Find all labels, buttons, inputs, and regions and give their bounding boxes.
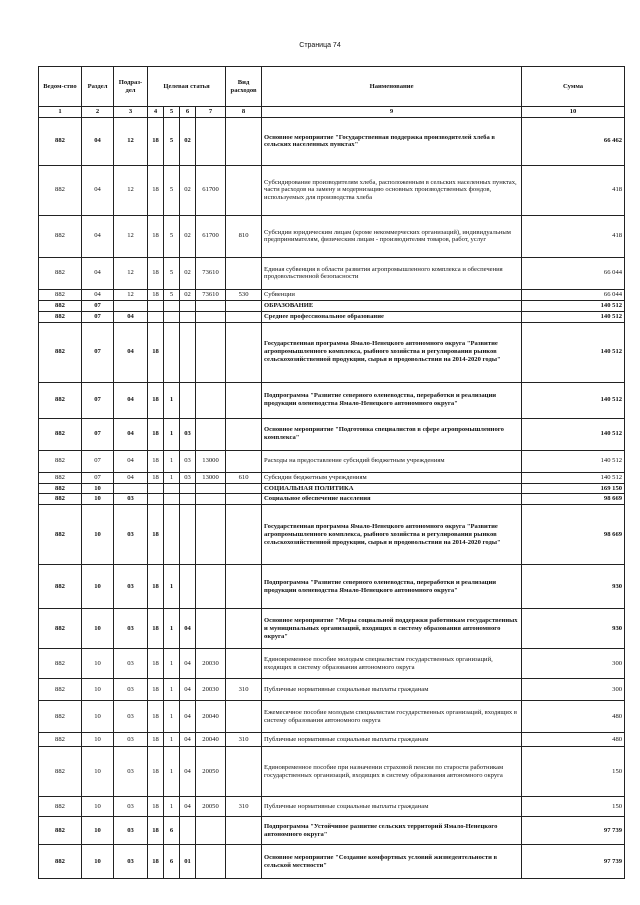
cell-direction — [196, 845, 226, 879]
cell-vid-raskhodov — [226, 565, 262, 609]
cell-razdel: 10 — [82, 494, 114, 505]
cell-summa: 66 044 — [522, 289, 625, 300]
table-row — [39, 747, 625, 797]
cell-vid-raskhodov — [226, 747, 262, 797]
cell-direction: 73610 — [196, 289, 226, 300]
cell-direction: 20030 — [196, 649, 226, 679]
cell-razdel: 04 — [82, 257, 114, 289]
cell-program: 18 — [148, 701, 164, 733]
cell-naimenovanie: Подпрограмма "Развитие северного оленеводства, переработки и реализации продукции оленеводства Ямало-Ненецкого автономного округа" — [262, 565, 522, 609]
cell-vid-raskhodov: 810 — [226, 215, 262, 257]
cell-program: 18 — [148, 817, 164, 845]
cell-podrazdel: 12 — [114, 289, 148, 300]
cell-naimenovanie: Подпрограмма "Устойчивое развитие сельских территорий Ямало-Ненецкого автономного округа" — [262, 817, 522, 845]
cell-vedomstvo: 882 — [39, 382, 82, 418]
cell-vid-raskhodov: 610 — [226, 472, 262, 483]
cell-podrazdel: 03 — [114, 649, 148, 679]
cell-subprogram: 5 — [164, 289, 180, 300]
cell-program: 18 — [148, 215, 164, 257]
table-row — [39, 300, 625, 311]
cell-vid-raskhodov: 310 — [226, 679, 262, 701]
cell-summa: 150 — [522, 797, 625, 817]
cell-summa: 930 — [522, 609, 625, 649]
cell-event — [180, 494, 196, 505]
cell-subprogram — [164, 483, 180, 494]
cell-event: 01 — [180, 845, 196, 879]
cell-vedomstvo: 882 — [39, 450, 82, 472]
cell-vid-raskhodov — [226, 505, 262, 565]
cell-summa: 66 044 — [522, 257, 625, 289]
cell-direction — [196, 311, 226, 322]
cell-razdel: 10 — [82, 565, 114, 609]
cell-event — [180, 565, 196, 609]
column-number: 6 — [180, 107, 196, 118]
cell-naimenovanie: ОБРАЗОВАНИЕ — [262, 300, 522, 311]
cell-podrazdel — [114, 300, 148, 311]
cell-naimenovanie: Субвенции — [262, 289, 522, 300]
cell-razdel: 07 — [82, 382, 114, 418]
cell-summa: 66 462 — [522, 117, 625, 165]
cell-direction — [196, 505, 226, 565]
table-row — [39, 797, 625, 817]
cell-razdel: 10 — [82, 845, 114, 879]
cell-summa: 140 512 — [522, 322, 625, 382]
column-number: 5 — [164, 107, 180, 118]
cell-subprogram — [164, 505, 180, 565]
cell-vedomstvo: 882 — [39, 300, 82, 311]
cell-subprogram: 1 — [164, 565, 180, 609]
cell-vid-raskhodov — [226, 322, 262, 382]
cell-podrazdel: 03 — [114, 845, 148, 879]
cell-vid-raskhodov — [226, 418, 262, 450]
cell-vid-raskhodov — [226, 117, 262, 165]
column-number: 9 — [262, 107, 522, 118]
cell-vedomstvo: 882 — [39, 649, 82, 679]
cell-podrazdel: 03 — [114, 701, 148, 733]
cell-podrazdel: 03 — [114, 817, 148, 845]
cell-event — [180, 817, 196, 845]
page-label: Страница 74 — [299, 42, 341, 49]
table-row — [39, 845, 625, 879]
cell-vid-raskhodov — [226, 311, 262, 322]
cell-razdel: 04 — [82, 289, 114, 300]
cell-vedomstvo: 882 — [39, 679, 82, 701]
cell-podrazdel: 03 — [114, 505, 148, 565]
cell-program: 18 — [148, 165, 164, 215]
cell-subprogram — [164, 311, 180, 322]
cell-podrazdel: 03 — [114, 797, 148, 817]
cell-razdel: 10 — [82, 609, 114, 649]
cell-subprogram — [164, 300, 180, 311]
cell-program — [148, 300, 164, 311]
cell-razdel: 07 — [82, 418, 114, 450]
cell-vid-raskhodov — [226, 609, 262, 649]
cell-direction: 13000 — [196, 472, 226, 483]
table-body — [39, 117, 625, 878]
cell-vid-raskhodov — [226, 165, 262, 215]
cell-naimenovanie: Государственная программа Ямало-Ненецкого автономного округа "Развитие агропромышленного комплекса, рыбного хозяйства и регулирования рынков сельскохозяйственной продукции, сырья и продовольствия на 2014-2020 годы" — [262, 322, 522, 382]
cell-summa: 140 512 — [522, 382, 625, 418]
cell-podrazdel: 03 — [114, 747, 148, 797]
table-row — [39, 257, 625, 289]
cell-naimenovanie: Основное мероприятие "Меры социальной поддержки работникам государственных и муниципальных организаций, входящих в систему образования автономного округа" — [262, 609, 522, 649]
cell-vid-raskhodov: 310 — [226, 733, 262, 747]
cell-naimenovanie: Единая субвенция в области развития агропромышленного комплекса и обеспечения продовольственной безопасности — [262, 257, 522, 289]
cell-summa: 480 — [522, 701, 625, 733]
cell-summa: 300 — [522, 649, 625, 679]
cell-podrazdel: 04 — [114, 418, 148, 450]
cell-vid-raskhodov — [226, 845, 262, 879]
cell-naimenovanie: Основное мероприятие "Государственная поддержка производителей хлеба в сельских населенных пунктах" — [262, 117, 522, 165]
cell-subprogram: 5 — [164, 117, 180, 165]
cell-program: 18 — [148, 747, 164, 797]
table-row — [39, 322, 625, 382]
cell-razdel: 10 — [82, 505, 114, 565]
cell-vid-raskhodov — [226, 450, 262, 472]
cell-vedomstvo: 882 — [39, 505, 82, 565]
cell-razdel: 10 — [82, 797, 114, 817]
cell-razdel: 04 — [82, 215, 114, 257]
cell-podrazdel: 04 — [114, 450, 148, 472]
table-row — [39, 483, 625, 494]
cell-subprogram: 5 — [164, 215, 180, 257]
cell-summa: 150 — [522, 747, 625, 797]
cell-vedomstvo: 882 — [39, 733, 82, 747]
cell-razdel: 10 — [82, 701, 114, 733]
cell-vedomstvo: 882 — [39, 565, 82, 609]
cell-podrazdel: 12 — [114, 165, 148, 215]
cell-vedomstvo: 882 — [39, 817, 82, 845]
table-row — [39, 117, 625, 165]
cell-event — [180, 382, 196, 418]
cell-razdel: 07 — [82, 322, 114, 382]
cell-direction — [196, 382, 226, 418]
cell-program: 18 — [148, 418, 164, 450]
table-row — [39, 565, 625, 609]
cell-vedomstvo: 882 — [39, 483, 82, 494]
cell-razdel: 10 — [82, 747, 114, 797]
cell-event — [180, 483, 196, 494]
cell-naimenovanie: Подпрограмма "Развитие северного оленеводства, переработки и реализации продукции оленеводства Ямало-Ненецкого автономного округа" — [262, 382, 522, 418]
column-number-row — [39, 107, 625, 118]
cell-naimenovanie: Основное мероприятие "Подготовка специалистов в сфере агропромышленного комплекса" — [262, 418, 522, 450]
cell-direction — [196, 817, 226, 845]
cell-summa: 140 512 — [522, 300, 625, 311]
cell-vedomstvo: 882 — [39, 494, 82, 505]
cell-direction — [196, 300, 226, 311]
cell-program: 18 — [148, 289, 164, 300]
table-row — [39, 701, 625, 733]
table-row — [39, 817, 625, 845]
cell-naimenovanie: Ежемесячное пособие молодым специалистам государственных организаций, входящих в систему образования автономного округа — [262, 701, 522, 733]
cell-summa: 300 — [522, 679, 625, 701]
cell-program — [148, 311, 164, 322]
column-number: 8 — [226, 107, 262, 118]
cell-event: 02 — [180, 117, 196, 165]
cell-event — [180, 505, 196, 565]
cell-direction: 73610 — [196, 257, 226, 289]
cell-program: 18 — [148, 565, 164, 609]
column-number: 10 — [522, 107, 625, 118]
cell-event: 04 — [180, 649, 196, 679]
cell-razdel: 07 — [82, 300, 114, 311]
column-number: 3 — [114, 107, 148, 118]
cell-event: 02 — [180, 257, 196, 289]
cell-direction — [196, 494, 226, 505]
cell-naimenovanie: Публичные нормативные социальные выплаты гражданам — [262, 679, 522, 701]
cell-subprogram — [164, 322, 180, 382]
cell-naimenovanie: СОЦИАЛЬНАЯ ПОЛИТИКА — [262, 483, 522, 494]
cell-naimenovanie: Публичные нормативные социальные выплаты гражданам — [262, 733, 522, 747]
cell-vid-raskhodov — [226, 817, 262, 845]
cell-subprogram: 5 — [164, 257, 180, 289]
cell-vedomstvo: 882 — [39, 117, 82, 165]
table-row — [39, 649, 625, 679]
cell-event — [180, 300, 196, 311]
cell-naimenovanie: Публичные нормативные социальные выплаты гражданам — [262, 797, 522, 817]
cell-direction: 13000 — [196, 450, 226, 472]
cell-podrazdel: 12 — [114, 257, 148, 289]
cell-subprogram: 5 — [164, 165, 180, 215]
cell-direction: 20050 — [196, 797, 226, 817]
cell-subprogram: 1 — [164, 382, 180, 418]
table-row — [39, 733, 625, 747]
cell-naimenovanie: Государственная программа Ямало-Ненецкого автономного округа "Развитие агропромышленного комплекса, рыбного хозяйства и регулирования рынков сельскохозяйственной продукции, сырья и продовольствия на 2014-2020 годы" — [262, 505, 522, 565]
cell-podrazdel: 04 — [114, 382, 148, 418]
cell-program: 18 — [148, 382, 164, 418]
cell-vedomstvo: 882 — [39, 311, 82, 322]
table-row — [39, 472, 625, 483]
table-row — [39, 311, 625, 322]
cell-event: 04 — [180, 797, 196, 817]
cell-program — [148, 483, 164, 494]
cell-podrazdel — [114, 483, 148, 494]
cell-vid-raskhodov — [226, 257, 262, 289]
cell-naimenovanie: Основное мероприятие "Создание комфортных условий жизнедеятельности в сельской местности" — [262, 845, 522, 879]
cell-subprogram: 1 — [164, 472, 180, 483]
cell-program — [148, 494, 164, 505]
cell-razdel: 07 — [82, 311, 114, 322]
cell-naimenovanie: Субсидии юридическим лицам (кроме некоммерческих организаций), индивидуальным предпринимателям, физическим лицам - производителям товаров, работ, услуг — [262, 215, 522, 257]
header-summa: Сумма — [522, 67, 625, 107]
cell-vedomstvo: 882 — [39, 845, 82, 879]
cell-subprogram: 6 — [164, 817, 180, 845]
cell-summa: 140 512 — [522, 450, 625, 472]
cell-program: 18 — [148, 117, 164, 165]
budget-table — [38, 66, 625, 879]
cell-program: 18 — [148, 649, 164, 679]
cell-subprogram: 1 — [164, 797, 180, 817]
cell-podrazdel: 03 — [114, 494, 148, 505]
cell-naimenovanie: Субсидии бюджетным учреждениям — [262, 472, 522, 483]
cell-podrazdel: 12 — [114, 117, 148, 165]
cell-event: 03 — [180, 472, 196, 483]
cell-direction: 20050 — [196, 747, 226, 797]
cell-event: 03 — [180, 418, 196, 450]
cell-direction: 61700 — [196, 215, 226, 257]
cell-event: 03 — [180, 450, 196, 472]
table-row — [39, 215, 625, 257]
cell-podrazdel: 03 — [114, 733, 148, 747]
cell-razdel: 07 — [82, 472, 114, 483]
cell-program: 18 — [148, 797, 164, 817]
cell-naimenovanie: Единовременное пособие при назначении страховой пенсии по старости работникам государственных организаций, входящих в систему образования автономного округа — [262, 747, 522, 797]
cell-podrazdel: 04 — [114, 322, 148, 382]
cell-naimenovanie: Социальное обеспечение населения — [262, 494, 522, 505]
cell-summa: 98 669 — [522, 494, 625, 505]
cell-podrazdel: 12 — [114, 215, 148, 257]
cell-direction — [196, 609, 226, 649]
cell-vid-raskhodov — [226, 382, 262, 418]
cell-direction — [196, 322, 226, 382]
cell-summa: 98 669 — [522, 505, 625, 565]
cell-program: 18 — [148, 450, 164, 472]
header-naimenovanie: Наименование — [262, 67, 522, 107]
table-row — [39, 609, 625, 649]
cell-program: 18 — [148, 505, 164, 565]
column-number: 1 — [39, 107, 82, 118]
cell-direction — [196, 483, 226, 494]
cell-vedomstvo: 882 — [39, 418, 82, 450]
table-row — [39, 289, 625, 300]
column-number: 7 — [196, 107, 226, 118]
cell-program: 18 — [148, 733, 164, 747]
table-row — [39, 494, 625, 505]
cell-razdel: 04 — [82, 165, 114, 215]
cell-event: 04 — [180, 733, 196, 747]
cell-vedomstvo: 882 — [39, 747, 82, 797]
table-row — [39, 505, 625, 565]
cell-direction: 20040 — [196, 701, 226, 733]
header-razdel: Раздел — [82, 67, 114, 107]
cell-subprogram: 1 — [164, 747, 180, 797]
cell-vid-raskhodov: 530 — [226, 289, 262, 300]
cell-podrazdel: 04 — [114, 311, 148, 322]
table-row — [39, 382, 625, 418]
cell-vedomstvo: 882 — [39, 289, 82, 300]
cell-summa: 418 — [522, 215, 625, 257]
cell-event — [180, 322, 196, 382]
cell-podrazdel: 03 — [114, 565, 148, 609]
cell-summa: 480 — [522, 733, 625, 747]
cell-summa: 930 — [522, 565, 625, 609]
cell-vid-raskhodov: 310 — [226, 797, 262, 817]
cell-vedomstvo: 882 — [39, 257, 82, 289]
cell-event: 04 — [180, 679, 196, 701]
cell-direction: 20040 — [196, 733, 226, 747]
cell-event: 04 — [180, 747, 196, 797]
cell-summa: 169 150 — [522, 483, 625, 494]
header-vedomstvo: Ведом-ство — [39, 67, 82, 107]
cell-naimenovanie: Субсидирование производителям хлеба, расположенным в сельских населенных пунктах, части расходов на замену и модернизацию основных производственных фондов, используемых для производства хлеба — [262, 165, 522, 215]
cell-summa: 140 512 — [522, 472, 625, 483]
column-number: 2 — [82, 107, 114, 118]
cell-vedomstvo: 882 — [39, 797, 82, 817]
cell-summa: 97 739 — [522, 845, 625, 879]
table-row — [39, 165, 625, 215]
cell-summa: 140 512 — [522, 311, 625, 322]
header-tselevaya-statya: Целевая статья — [148, 67, 226, 107]
cell-summa: 97 739 — [522, 817, 625, 845]
cell-vedomstvo: 882 — [39, 472, 82, 483]
cell-direction: 61700 — [196, 165, 226, 215]
cell-program: 18 — [148, 257, 164, 289]
cell-razdel: 10 — [82, 483, 114, 494]
cell-subprogram: 1 — [164, 679, 180, 701]
cell-vid-raskhodov — [226, 649, 262, 679]
cell-vedomstvo: 882 — [39, 215, 82, 257]
cell-razdel: 10 — [82, 733, 114, 747]
cell-subprogram — [164, 494, 180, 505]
cell-podrazdel: 03 — [114, 609, 148, 649]
cell-vedomstvo: 882 — [39, 609, 82, 649]
cell-naimenovanie: Единовременное пособие молодым специалистам государственных организаций, входящих в систему образования автономного округа — [262, 649, 522, 679]
cell-program: 18 — [148, 845, 164, 879]
cell-event: 02 — [180, 165, 196, 215]
cell-vedomstvo: 882 — [39, 701, 82, 733]
cell-program: 18 — [148, 322, 164, 382]
cell-razdel: 04 — [82, 117, 114, 165]
cell-subprogram: 1 — [164, 609, 180, 649]
cell-subprogram: 1 — [164, 733, 180, 747]
cell-subprogram: 1 — [164, 701, 180, 733]
cell-event: 04 — [180, 609, 196, 649]
cell-naimenovanie: Расходы на предоставление субсидий бюджетным учреждениям — [262, 450, 522, 472]
cell-razdel: 10 — [82, 817, 114, 845]
cell-subprogram: 1 — [164, 450, 180, 472]
cell-subprogram: 6 — [164, 845, 180, 879]
cell-subprogram: 1 — [164, 418, 180, 450]
cell-razdel: 10 — [82, 649, 114, 679]
cell-vid-raskhodov — [226, 483, 262, 494]
cell-program: 18 — [148, 472, 164, 483]
cell-podrazdel: 03 — [114, 679, 148, 701]
cell-naimenovanie: Среднее профессиональное образование — [262, 311, 522, 322]
cell-vid-raskhodov — [226, 300, 262, 311]
cell-event: 02 — [180, 215, 196, 257]
cell-vedomstvo: 882 — [39, 322, 82, 382]
column-number: 4 — [148, 107, 164, 118]
cell-direction — [196, 565, 226, 609]
cell-podrazdel: 04 — [114, 472, 148, 483]
cell-program: 18 — [148, 609, 164, 649]
cell-event: 02 — [180, 289, 196, 300]
header-vid-raskhodov: Вид расходов — [226, 67, 262, 107]
cell-program: 18 — [148, 679, 164, 701]
cell-vid-raskhodov — [226, 701, 262, 733]
cell-event: 04 — [180, 701, 196, 733]
cell-direction — [196, 117, 226, 165]
cell-vid-raskhodov — [226, 494, 262, 505]
cell-vedomstvo: 882 — [39, 165, 82, 215]
cell-direction: 20030 — [196, 679, 226, 701]
table-row — [39, 450, 625, 472]
cell-summa: 418 — [522, 165, 625, 215]
table-row — [39, 679, 625, 701]
cell-razdel: 07 — [82, 450, 114, 472]
cell-razdel: 10 — [82, 679, 114, 701]
cell-summa: 140 512 — [522, 418, 625, 450]
cell-subprogram: 1 — [164, 649, 180, 679]
table-row — [39, 418, 625, 450]
cell-event — [180, 311, 196, 322]
header-podrazdel: Подраз-дел — [114, 67, 148, 107]
cell-direction — [196, 418, 226, 450]
